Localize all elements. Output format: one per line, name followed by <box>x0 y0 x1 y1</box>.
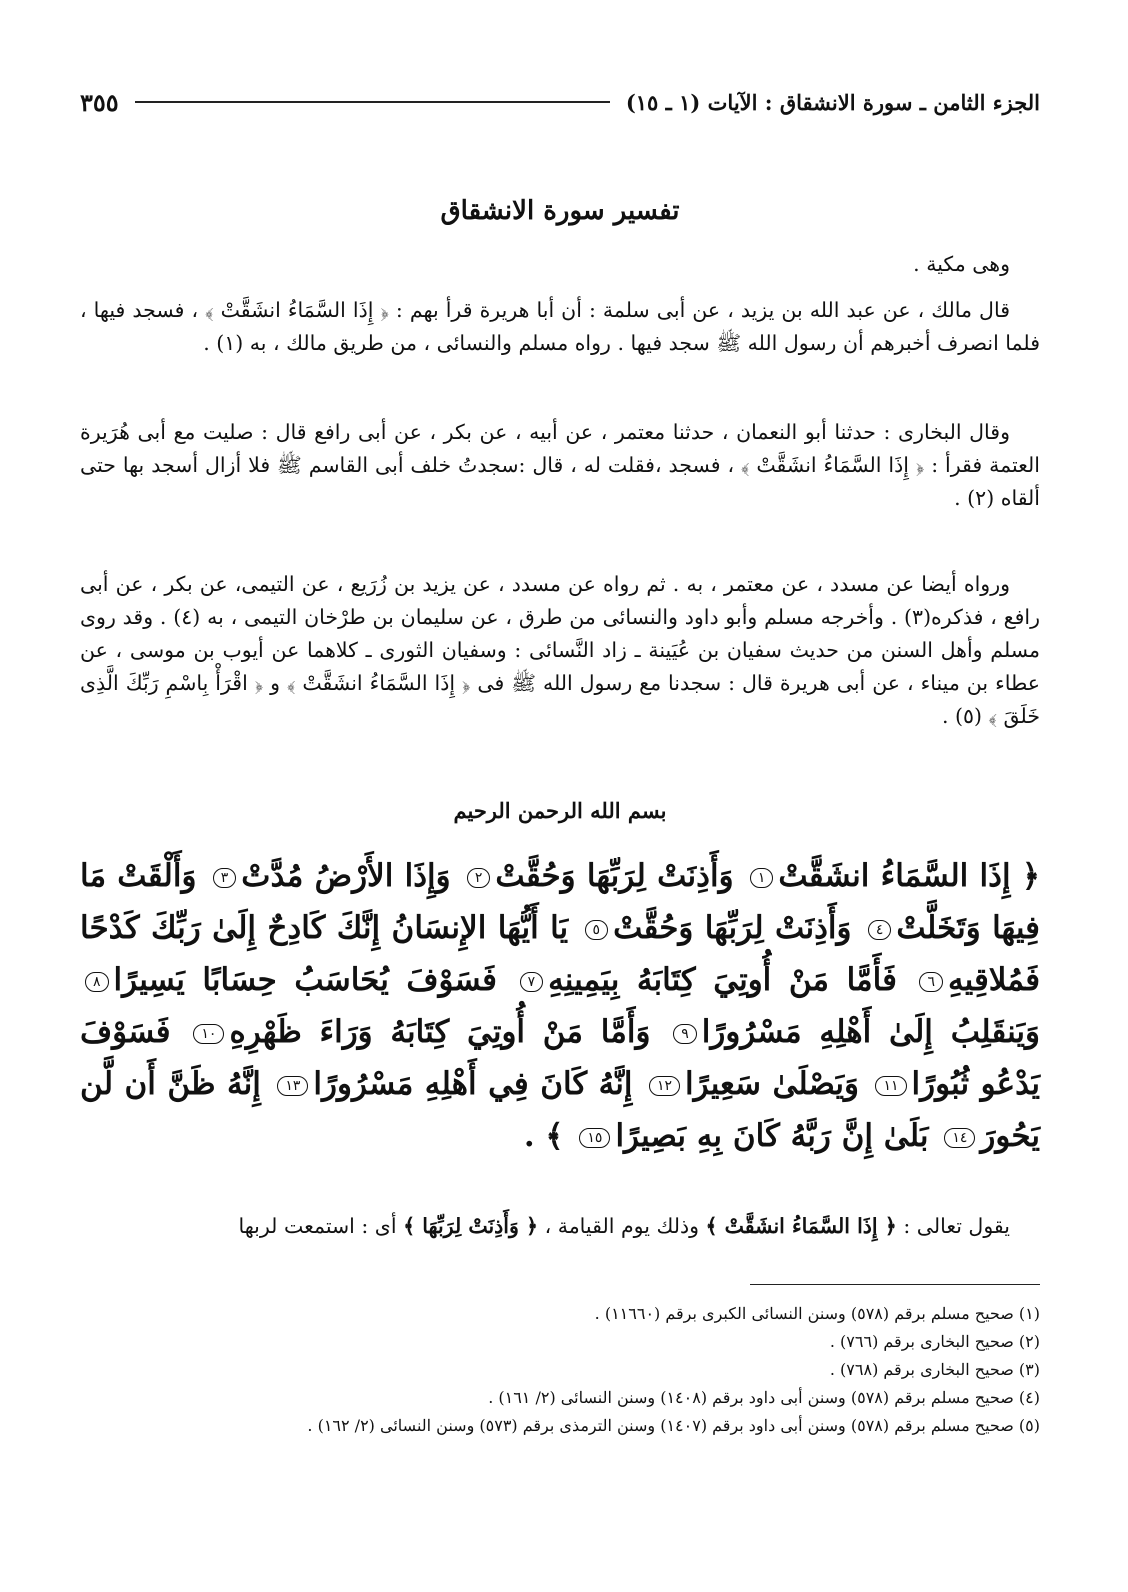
verse-14: إِنَّهُ ظَنَّ أَن لَّن يَحُورَ <box>80 1066 1040 1154</box>
running-header <box>80 82 1040 122</box>
commentary-paragraph <box>80 1210 1040 1243</box>
verse-number: ١٢ <box>649 1076 680 1096</box>
footnote-1: (١) صحيح مسلم برقم (٥٧٨) وسنن النسائى الكبرى برقم (١١٦٦٠) . <box>594 1304 1040 1323</box>
verse-1: إِذَا السَّمَاءُ انشَقَّتْ <box>778 858 1011 894</box>
verse-number: ٦ <box>919 972 943 992</box>
verse-number: ٧ <box>520 972 544 992</box>
footnotes <box>80 1300 1040 1440</box>
commentary-quote-1: ﴿ إِذَا السَّمَاءُ انشَقَّتْ ﴾ <box>705 1214 897 1238</box>
verse-number: ١٥ <box>579 1128 610 1148</box>
commentary-lead: يقول تعالى : <box>903 1214 1010 1238</box>
verse-12: وَيَصْلَىٰ سَعِيرًا <box>684 1066 860 1102</box>
verse-7: فَأَمَّا مَنْ أُوتِيَ كِتَابَهُ بِيَمِينِهِ <box>548 962 897 998</box>
verse-number: ١ <box>750 868 774 888</box>
paragraph-3: ورواه أيضا عن مسدد ، عن معتمر ، به . ثم رواه عن مسدد ، عن يزيد بن زُرَيع ، عن التيمى، عن بكر ، عن أبى رافع ، فذكره(٣) . وأخرجه مسلم وأبو داود والنسائى من طرق ، عن سليمان بن طرْخان التيمى ، به (٤) . وقد روى مسلم وأهل السنن من حديث سفيان بن عُيَينة ـ زاد النَّسائى : وسفيان الثورى ـ كلاهما عن أيوب بن موسى ، عن عطاء بن ميناء ، عن أبى هريرة قال : سجدنا مع رسول الله ﷺ فى ﴿ إِذَا السَّمَاءُ انشَقَّتْ ﴾ و ﴿ اقْرَأْ بِاسْمِ رَبِّكَ الَّذِى خَلَقَ ﴾ (٥) . <box>80 572 1040 728</box>
commentary-tail: أى : استمعت لربها <box>238 1214 397 1238</box>
verse-9: وَيَنقَلِبُ إِلَىٰ أَهْلِهِ مَسْرُورًا <box>701 1014 1041 1050</box>
verse-15: بَلَىٰ إِنَّ رَبَّهُ كَانَ بِهِ بَصِيرًا <box>615 1118 929 1154</box>
basmala: بسم الله الرحمن الرحيم <box>453 798 667 823</box>
verse-6: يَا أَيُّهَا الإِنسَانُ إِنَّكَ كَادِحٌ إِلَىٰ رَبِّكَ كَدْحًا فَمُلاقِيهِ <box>80 910 1041 998</box>
verse-number: ٥ <box>585 920 609 940</box>
verse-number: ١٠ <box>193 1024 224 1044</box>
commentary-quote-2: ﴿ وَأَذِنَتْ لِرَبِّهَا ﴾ <box>403 1214 539 1238</box>
book-page <box>80 72 1040 1552</box>
verse-4: وَأَلْقَتْ مَا فِيهَا وَتَخَلَّتْ <box>80 858 1040 946</box>
verse-8: فَسَوْفَ يُحَاسَبُ حِسَابًا يَسِيرًا <box>113 962 497 998</box>
verse-13: إِنَّهُ كَانَ فِي أَهْلِهِ مَسْرُورًا <box>313 1066 633 1102</box>
page-number: ٣٥٥ <box>80 87 119 117</box>
footnote-3: (٣) صحيح البخارى برقم (٧٦٨) . <box>829 1360 1040 1379</box>
verse-10: وَأَمَّا مَنْ أُوتِيَ كِتَابَهُ وَرَاءَ ظَهْرِهِ <box>229 1014 651 1050</box>
verse-number: ١١ <box>875 1076 906 1096</box>
verse-number: ١٤ <box>944 1128 975 1148</box>
footnote-4: (٤) صحيح مسلم برقم (٥٧٨) وسنن أبى داود برقم (١٤٠٨) وسنن النسائى (٢/ ١٦١) . <box>488 1388 1040 1407</box>
verse-number: ٢ <box>467 868 491 888</box>
verses-close-bracket: ﴾ . <box>523 1118 564 1154</box>
verse-number: ٣ <box>213 868 237 888</box>
quran-verses <box>80 850 1040 1162</box>
footnote-5: (٥) صحيح مسلم برقم (٥٧٨) وسنن أبى داود برقم (١٤٠٧) وسنن الترمذى برقم (٥٧٣) وسنن النسائى (٢/ ١٦٢) . <box>307 1416 1040 1435</box>
commentary-mid: وذلك يوم القيامة ، <box>544 1214 699 1238</box>
footnote-2: (٢) صحيح البخارى برقم (٧٦٦) . <box>829 1332 1040 1351</box>
verse-3: وَإِذَا الأَرْضُ مُدَّتْ <box>241 858 451 894</box>
verse-number: ١٣ <box>277 1076 308 1096</box>
paragraph-1: قال مالك ، عن عبد الله بن يزيد ، عن أبى سلمة : أن أبا هريرة قرأ بهم : ﴿ إِذَا السَّمَاءُ انشَقَّتْ ﴾ ، فسجد فيها ، فلما انصرف أخبرهم أن رسول الله ﷺ سجد فيها . رواه مسلم والنسائى ، من طريق مالك ، به (١) . <box>80 298 1040 355</box>
verse-number: ٤ <box>868 920 892 940</box>
paragraph-makkiya: وهى مكية . <box>913 252 1010 276</box>
verse-11: فَسَوْفَ يَدْعُو ثُبُورًا <box>80 1014 1040 1102</box>
surah-title: تفسير سورة الانشقاق <box>440 196 680 226</box>
verse-2: وَأَذِنَتْ لِرَبِّهَا وَحُقَّتْ <box>495 858 734 894</box>
verse-5: وَأَذِنَتْ لِرَبِّهَا وَحُقَّتْ <box>613 910 852 946</box>
verse-number: ٨ <box>85 972 109 992</box>
verses-open-bracket: ﴿ <box>1021 858 1041 894</box>
verse-number: ٩ <box>673 1024 697 1044</box>
footnote-rule <box>750 1284 1040 1285</box>
paragraph-2: وقال البخارى : حدثنا أبو النعمان ، حدثنا معتمر ، عن أبيه ، عن بكر ، عن أبى رافع قال : صليت مع أبى هُرَيرة العتمة فقرأ : ﴿ إِذَا السَّمَاءُ انشَقَّتْ ﴾ ، فسجد ،فقلت له ، قال :سجدتُ خلف أبى القاسم ﷺ فلا أزال أسجد بها حتى ألقاه (٢) . <box>80 420 1040 510</box>
header-rule <box>135 101 610 103</box>
running-title: الجزء الثامن ـ سورة الانشقاق : الآيات (١ ـ ١٥) <box>625 89 1040 115</box>
